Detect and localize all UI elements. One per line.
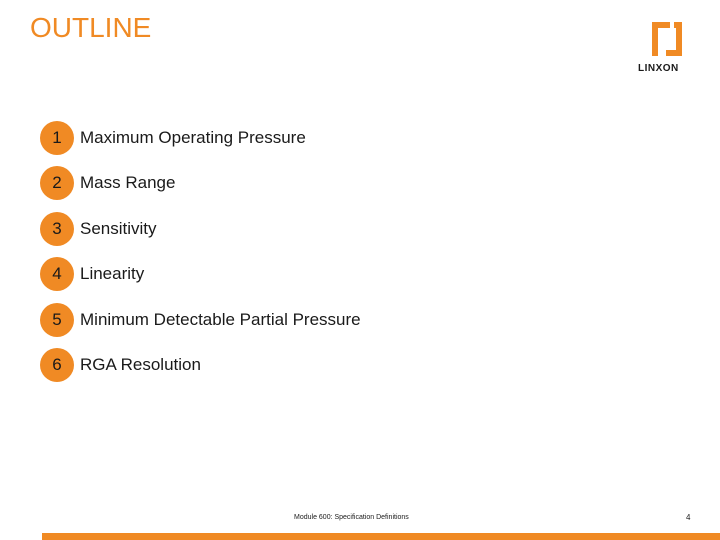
- list-item: [40, 347, 201, 383]
- logo-mark-icon: [636, 18, 696, 62]
- item-label: Minimum Detectable Partial Pressure: [80, 310, 361, 329]
- footer-text: Module 600: Specification Definitions: [294, 514, 409, 521]
- list-item: [40, 165, 175, 201]
- list-item: [40, 256, 144, 292]
- item-number-badge: 4: [40, 257, 74, 291]
- footer-accent-bar: [42, 533, 720, 540]
- company-logo: [636, 18, 696, 76]
- list-item: [40, 120, 306, 156]
- page-number: 4: [686, 513, 691, 522]
- list-item: [40, 211, 157, 247]
- item-number-badge: 1: [40, 121, 74, 155]
- item-label: Linearity: [80, 264, 145, 283]
- list-item: [40, 302, 361, 338]
- item-number-badge: 2: [40, 166, 74, 200]
- item-label: RGA Resolution: [80, 355, 201, 374]
- item-label: Sensitivity: [80, 219, 157, 238]
- item-number-badge: 6: [40, 348, 74, 382]
- item-label: Mass Range: [80, 173, 176, 192]
- item-number-badge: 5: [40, 303, 74, 337]
- item-label: Maximum Operating Pressure: [80, 128, 306, 147]
- page-title: OUTLINE: [30, 12, 152, 43]
- item-number-badge: 3: [40, 212, 74, 246]
- logo-wordmark: LINXON: [638, 63, 679, 74]
